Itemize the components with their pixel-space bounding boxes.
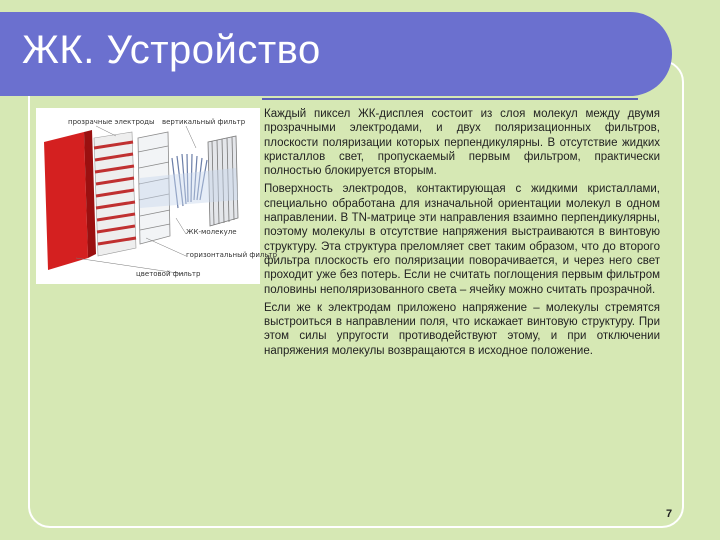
label-vertical-filter: вертикальный фильтр [162,118,246,126]
electrode-panel [94,132,136,256]
label-horizontal-filter: горизонтальный фильтр [186,251,278,259]
slide-title: ЖК. Устройство [22,28,321,72]
paragraph-2: Поверхность электродов, контактирующая с жидкими кристаллами, специально обработана для изначальной ориентации молекул в одном направлении. В TN-матрице эти направления взаимно перпендикулярны, поэтому молекулы в отсутствие напряжения выстраиваются в винтовую структуру. Эта структура преломляет свет таким образом, что до второго фильтра плоскость его поляризации поворачивается, и через него свет проходит уже без потерь. Если не считать поглощения первым фильтром половины неполяризованного света – ячейку можно считать прозрачной. [264,183,660,296]
paragraph-1: Каждый пиксел ЖК-дисплея состоит из слоя молекул между двумя прозрачными электродами, и двух поляризационных фильтров, плоскости поляризации которых перпендикулярны. В отсутствие жидких кристаллов свет, пропускаемый первым фильтром, практически полностью блокируется вторым. [264,108,660,178]
body-text [264,107,660,362]
lcd-structure-diagram [36,108,278,284]
label-color-filter: цветовой фильтр [136,270,201,278]
title-underline [262,98,638,100]
title-bar [0,12,672,96]
label-molecule: ЖК-молекуле [186,228,237,236]
paragraph-3: Если же к электродам приложено напряжение – молекулы стремятся выстроиться в направлении поля, что искажает винтовую структуру. При этом силы упругости противодействуют этому, и при отключении напряжения молекулы возвращаются в исходное положение. [264,301,660,357]
label-electrodes: прозрачные электроды [68,118,155,126]
color-filter-panel [44,132,88,270]
page-number: 7 [666,508,673,520]
